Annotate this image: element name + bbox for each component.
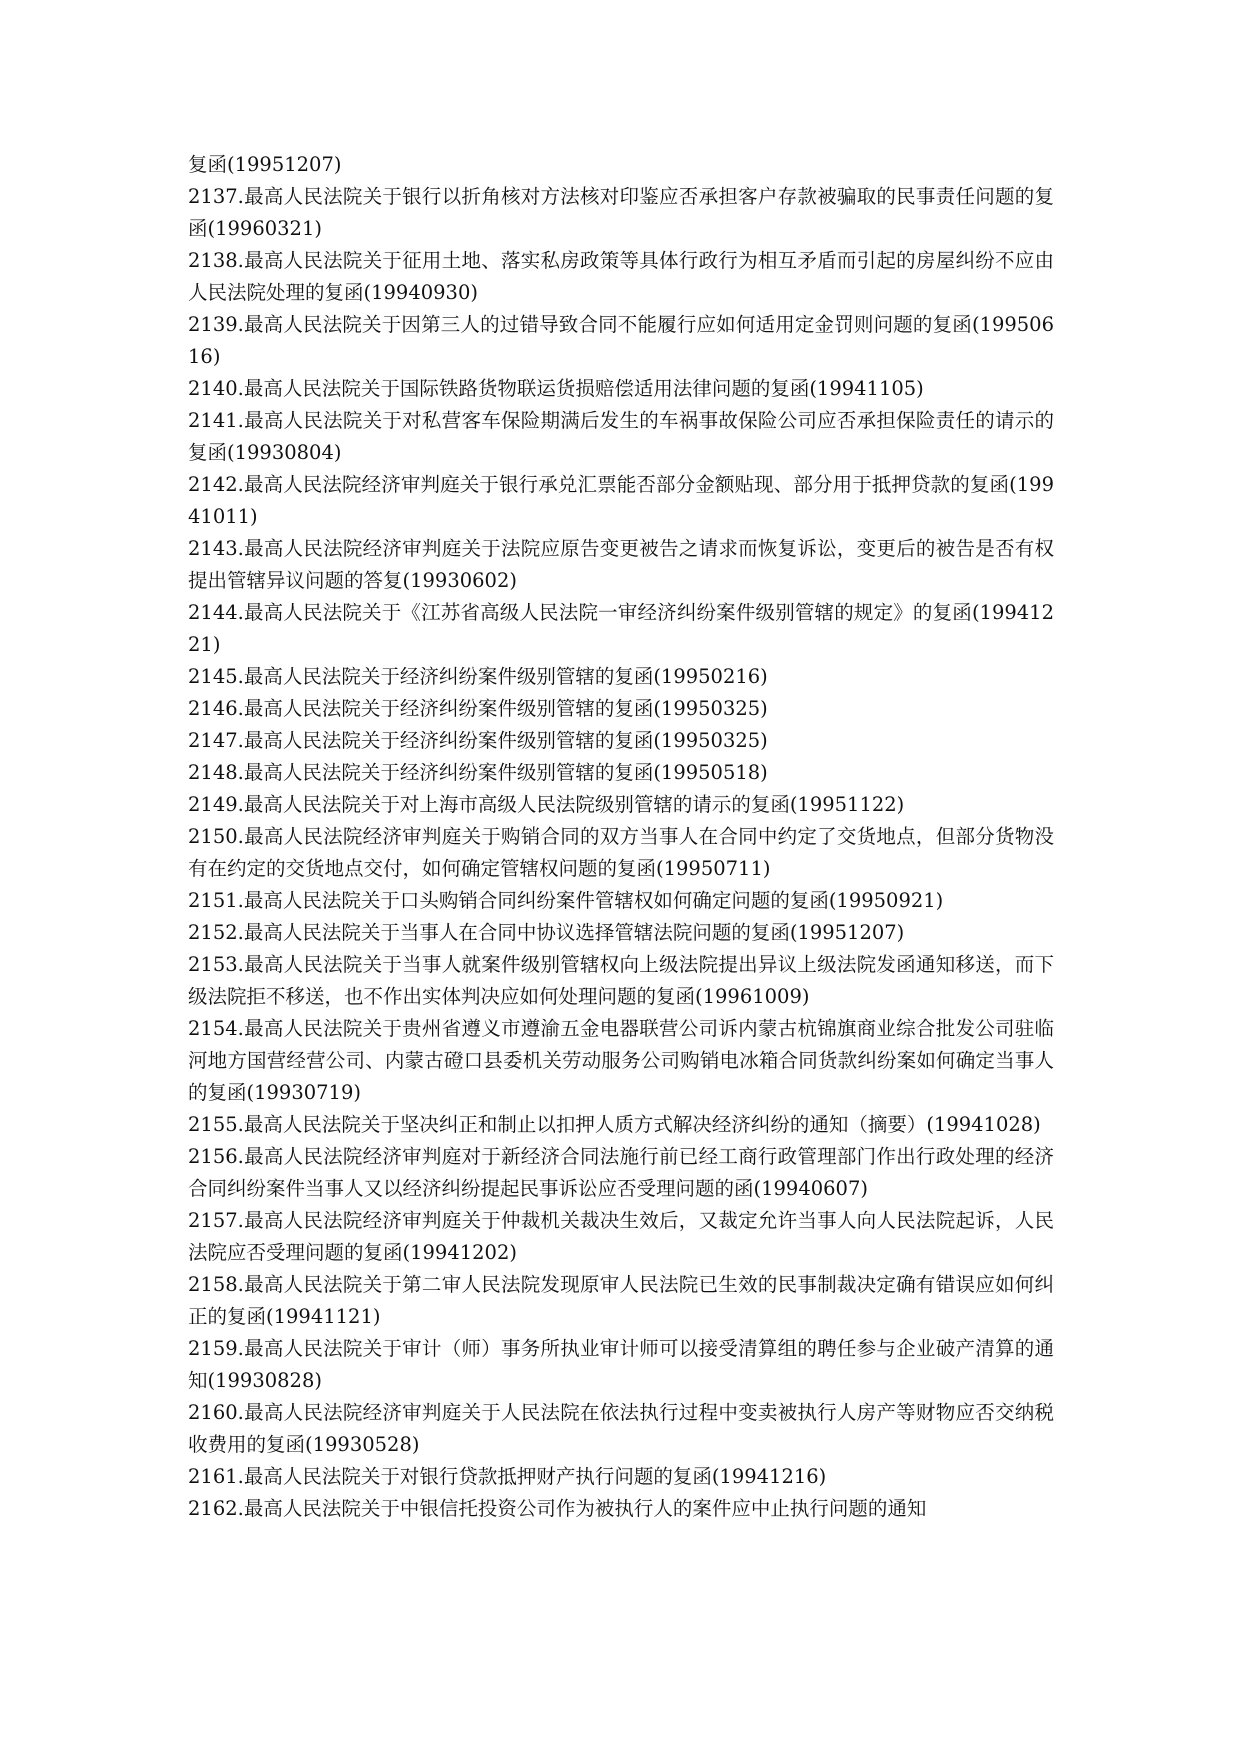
list-item: 2161.最高人民法院关于对银行贷款抵押财产执行问题的复函(19941216) xyxy=(188,1465,827,1488)
list-item: 2156.最高人民法院经济审判庭对于新经济合同法施行前已经工商行政管理部门作出行政处理的经济合同纠纷案件当事人又以经济纠纷提起民事诉讼应否受理问题的函(19940607) xyxy=(188,1145,1054,1200)
list-item: 2158.最高人民法院关于第二审人民法院发现原审人民法院已生效的民事制裁决定确有错误应如何纠正的复函(19941121) xyxy=(188,1273,1054,1328)
list-item: 2145.最高人民法院关于经济纠纷案件级别管辖的复函(19950216) xyxy=(188,665,768,688)
list-item: 2157.最高人民法院经济审判庭关于仲裁机关裁决生效后，又裁定允许当事人向人民法院起诉，人民法院应否受理问题的复函(19941202) xyxy=(188,1209,1054,1264)
list-item: 2162.最高人民法院关于中银信托投资公司作为被执行人的案件应中止执行问题的通知 xyxy=(188,1497,927,1520)
list-item: 2137.最高人民法院关于银行以折角核对方法核对印鉴应否承担客户存款被骗取的民事责任问题的复函(19960321) xyxy=(188,185,1054,240)
list-item: 2138.最高人民法院关于征用土地、落实私房政策等具体行政行为相互矛盾而引起的房屋纠纷不应由人民法院处理的复函(19940930) xyxy=(188,249,1054,304)
list-item: 2148.最高人民法院关于经济纠纷案件级别管辖的复函(19950518) xyxy=(188,761,768,784)
list-item: 2146.最高人民法院关于经济纠纷案件级别管辖的复函(19950325) xyxy=(188,697,768,720)
list-item: 2139.最高人民法院关于因第三人的过错导致合同不能履行应如何适用定金罚则问题的复函(19950616) xyxy=(188,313,1054,368)
list-item: 2142.最高人民法院经济审判庭关于银行承兑汇票能否部分金额贴现、部分用于抵押贷款的复函(19941011) xyxy=(188,473,1054,528)
list-item: 2152.最高人民法院关于当事人在合同中协议选择管辖法院问题的复函(19951207) xyxy=(188,921,905,944)
list-item: 2155.最高人民法院关于坚决纠正和制止以扣押人质方式解决经济纠纷的通知（摘要）(19941028) xyxy=(188,1113,1041,1136)
list-item: 2151.最高人民法院关于口头购销合同纠纷案件管辖权如何确定问题的复函(19950921) xyxy=(188,889,944,912)
list-item: 2150.最高人民法院经济审判庭关于购销合同的双方当事人在合同中约定了交货地点，但部分货物没有在约定的交货地点交付，如何确定管辖权问题的复函(19950711) xyxy=(188,825,1054,880)
list-item: 2141.最高人民法院关于对私营客车保险期满后发生的车祸事故保险公司应否承担保险责任的请示的复函(19930804) xyxy=(188,409,1054,464)
list-item: 2149.最高人民法院关于对上海市高级人民法院级别管辖的请示的复函(19951122) xyxy=(188,793,905,816)
list-item: 2159.最高人民法院关于审计（师）事务所执业审计师可以接受清算组的聘任参与企业破产清算的通知(19930828) xyxy=(188,1337,1054,1392)
list-item: 2160.最高人民法院经济审判庭关于人民法院在依法执行过程中变卖被执行人房产等财物应否交纳税收费用的复函(19930528) xyxy=(188,1401,1054,1456)
list-item: 2143.最高人民法院经济审判庭关于法院应原告变更被告之请求而恢复诉讼，变更后的被告是否有权提出管辖异议问题的答复(19930602) xyxy=(188,537,1054,592)
list-item: 2154.最高人民法院关于贵州省遵义市遵渝五金电器联营公司诉内蒙古杭锦旗商业综合批发公司驻临河地方国营经营公司、内蒙古磴口县委机关劳动服务公司购销电冰箱合同货款纠纷案如何确定当事人的复函(19930719) xyxy=(188,1017,1054,1104)
list-item: 2144.最高人民法院关于《江苏省高级人民法院一审经济纠纷案件级别管辖的规定》的复函(19941221) xyxy=(188,601,1054,656)
document-body xyxy=(188,149,1054,1525)
list-item: 复函(19951207) xyxy=(188,153,342,176)
list-item: 2140.最高人民法院关于国际铁路货物联运货损赔偿适用法律问题的复函(19941105) xyxy=(188,377,924,400)
list-item: 2147.最高人民法院关于经济纠纷案件级别管辖的复函(19950325) xyxy=(188,729,768,752)
list-item: 2153.最高人民法院关于当事人就案件级别管辖权向上级法院提出异议上级法院发函通知移送，而下级法院拒不移送，也不作出实体判决应如何处理问题的复函(19961009) xyxy=(188,953,1054,1008)
